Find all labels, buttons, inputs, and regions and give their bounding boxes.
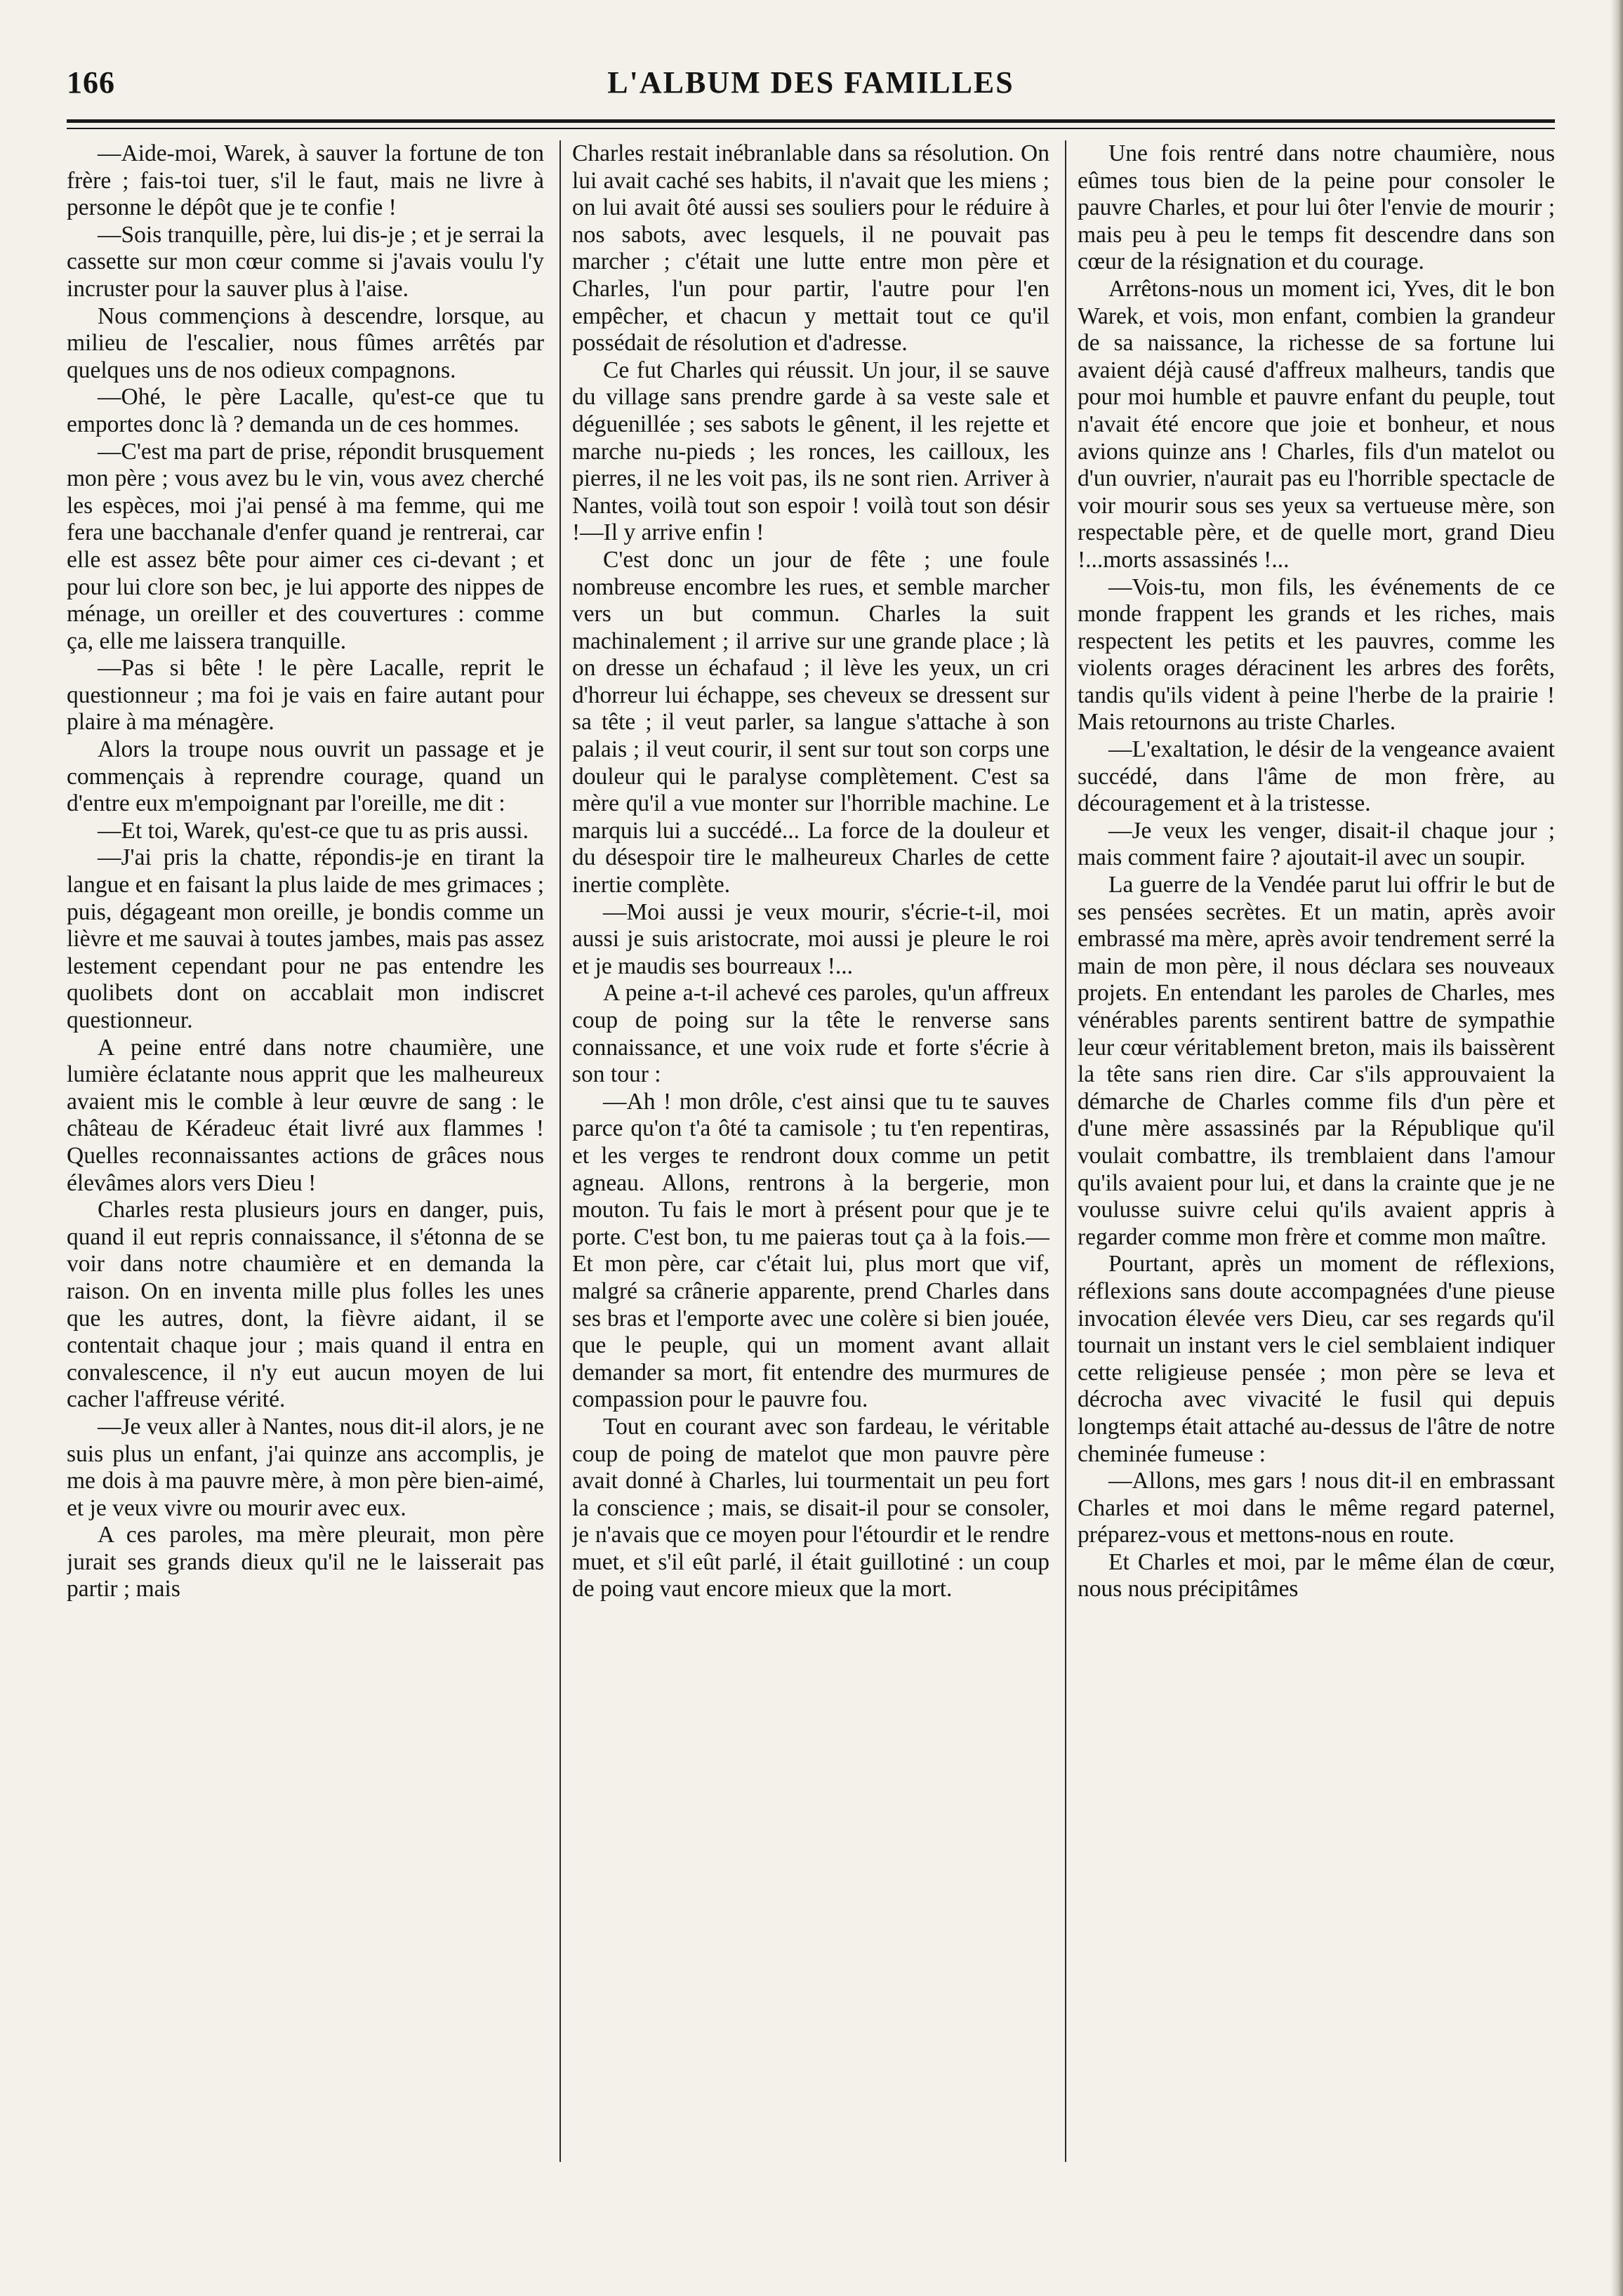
paragraph: Et Charles et moi, par le même élan de cœur, nous nous précipitâmes [1078, 1548, 1555, 1602]
paragraph: —Moi aussi je veux mourir, s'écrie-t-il, moi aussi je suis aristocrate, moi aussi je pleure le roi et je maudis ses bourreaux !... [572, 898, 1049, 979]
text-columns [67, 140, 1555, 2169]
paragraph: Une fois rentré dans notre chaumière, nous eûmes tous bien de la peine pour consoler le pauvre Charles, et pour lui ôter l'envie de mourir ; mais peu à peu le temps fit descendre dans son cœur de la résignation et du courage. [1078, 140, 1555, 275]
paragraph: —Ah ! mon drôle, c'est ainsi que tu te sauves parce qu'on t'a ôté ta camisole ; tu t'en repentiras, et les verges te rendront doux comme un petit agneau. Allons, rentrons à la bergerie, mon mouton. Tu fais le mort à présent pour que je te porte. C'est bon, tu me paieras tout ça à la fois.—Et mon père, car c'était lui, plus mort que vif, malgré sa crânerie apparente, prend Charles dans ses bras et l'emporte avec une colère si bien jouée, que le peuple, qui un moment avant allait demander sa mort, fit entendre des murmures de compassion pour le pauvre fou. [572, 1088, 1049, 1413]
paragraph: —Je veux aller à Nantes, nous dit-il alors, je ne suis plus un enfant, j'ai quinze ans accomplis, je me dois à ma pauvre mère, à mon père bien-aimé, et je veux vivre ou mourir avec eux. [67, 1413, 544, 1521]
column-divider [1065, 140, 1066, 2162]
paragraph: Tout en courant avec son fardeau, le véritable coup de poing de matelot que mon pauvre père avait donné à Charles, lui tourmentait un peu fort la conscience ; mais, se disait-il pour se consoler, je n'avais que ce moyen pour l'étourdir et le rendre muet, et s'il eût parlé, il était guillotiné : un coup de poing vaut encore mieux que la mort. [572, 1413, 1049, 1602]
column-1 [67, 140, 544, 2169]
header-rule-thick [67, 119, 1555, 123]
paragraph: C'est donc un jour de fête ; une foule nombreuse encombre les rues, et semble marcher vers un but commun. Charles la suit machinalement ; il arrive sur une grande place ; là on dresse un échafaud ; il lève les yeux, un cri d'horreur lui échappe, ses cheveux se dressent sur sa tête ; il veut parler, sa langue s'attache à son palais ; il veut courir, il sent sur tout son corps une douleur qui le paralyse complètement. C'est sa mère qu'il a vue monter sur l'horrible machine. Le marquis lui a succédé... La force de la douleur et du désespoir tire le malheureux Charles de cette inertie complète. [572, 546, 1049, 898]
paragraph: A ces paroles, ma mère pleurait, mon père jurait ses grands dieux qu'il ne le laisserait pas partir ; mais [67, 1522, 544, 1602]
paragraph: —Je veux les venger, disait-il chaque jour ; mais comment faire ? ajoutait-il avec un soupir. [1078, 817, 1555, 871]
scan-edge [1610, 0, 1623, 2296]
column-2 [572, 140, 1049, 2169]
paragraph: —Allons, mes gars ! nous dit-il en embrassant Charles et moi dans le même regard paternel, préparez-vous et mettons-nous en route. [1078, 1468, 1555, 1548]
paragraph: —C'est ma part de prise, répondit brusquement mon père ; vous avez bu le vin, vous avez cherché les espèces, moi j'ai pensé à ma femme, qui me fera une bacchanale d'enfer quand je rentrerai, car elle est assez bête pour aimer ces ci-devant ; et pour lui clore son bec, je lui apporte des nippes de ménage, un oreiller et des couvertures : comme ça, elle me laissera tranquille. [67, 438, 544, 654]
paragraph: Charles restait inébranlable dans sa résolution. On lui avait caché ses habits, il n'avait que les miens ; on lui avait ôté aussi ses souliers pour le réduire à nos sabots, avec lesquels, il ne pouvait pas marcher ; c'était une lutte entre mon père et Charles, l'un pour partir, l'autre pour l'en empêcher, et chacun y mettait tout ce qu'il possédait de résolution et d'adresse. [572, 140, 1049, 357]
paragraph: Nous commençions à descendre, lorsque, au milieu de l'escalier, nous fûmes arrêtés par quelques uns de nos odieux compagnons. [67, 303, 544, 383]
page-number: 166 [67, 65, 115, 100]
paragraph: —L'exaltation, le désir de la vengeance avaient succédé, dans l'âme de mon frère, au découragement et à la tristesse. [1078, 736, 1555, 817]
running-title: L'ALBUM DES FAMILLES [607, 65, 1014, 100]
paragraph: —Ohé, le père Lacalle, qu'est-ce que tu emportes donc là ? demanda un de ces hommes. [67, 384, 544, 437]
paragraph: Alors la troupe nous ouvrit un passage et je commençais à reprendre courage, quand un d'entre eux m'empoignant par l'oreille, me dit : [67, 736, 544, 817]
paragraph: Pourtant, après un moment de réflexions, réflexions sans doute accompagnées d'une pieuse invocation élevée vers Dieu, car ses regards qu'il tournait un instant vers le ciel semblaient indiquer cette religieuse pensée ; mon père se leva et décrocha avec vivacité le fusil qui depuis longtemps était attaché au-dessus de l'âtre de notre cheminée fumeuse : [1078, 1251, 1555, 1467]
paragraph: —Vois-tu, mon fils, les événements de ce monde frappent les grands et les riches, mais respectent les petits et les pauvres, comme les violents orages déracinent les arbres des forêts, tandis qu'ils vident à peine l'herbe de la prairie ! Mais retournons au triste Charles. [1078, 573, 1555, 736]
paragraph: Charles resta plusieurs jours en danger, puis, quand il eut repris connaissance, il s'étonna de se voir dans notre chaumière et en demanda la raison. On en inventa mille plus folles les unes que les autres, dont, la fièvre aidant, il se contentait chaque jour ; mais quand il entra en convalescence, il n'y eut aucun moyen de lui cacher l'affreuse vérité. [67, 1197, 544, 1413]
page-header [67, 65, 1555, 114]
paragraph: —Sois tranquille, père, lui dis-je ; et je serrai la cassette sur mon cœur comme si j'avais voulu l'y incruster pour la sauver plus à l'aise. [67, 221, 544, 302]
paragraph: Ce fut Charles qui réussit. Un jour, il se sauve du village sans prendre garde à sa veste sale et déguenillée ; ses sabots le gênent, il les rejette et marche nu-pieds ; les ronces, les cailloux, les pierres, il ne les voit pas, ils ne sont rien. Arriver à Nantes, voilà tout son espoir ! voilà tout son désir !—Il y arrive enfin ! [572, 357, 1049, 546]
paragraph: —Et toi, Warek, qu'est-ce que tu as pris aussi. [98, 817, 529, 844]
column-divider [559, 140, 561, 2162]
column-3 [1078, 140, 1555, 2169]
paragraph: —J'ai pris la chatte, répondis-je en tirant la langue et en faisant la plus laide de mes grimaces ; puis, dégageant mon oreille, je bondis comme un lièvre et me sauvai à toutes jambes, mais pas assez lestement cependant pour ne pas entendre les quolibets dont on accablait mon indiscret questionneur. [67, 844, 544, 1033]
paragraph: Arrêtons-nous un moment ici, Yves, dit le bon Warek, et vois, mon enfant, combien la grandeur de sa naissance, la richesse de sa fortune lui avaient déjà causé d'affreux malheurs, tandis que pour moi humble et pauvre enfant du peuple, tout n'avait été encore que joie et bonheur, et nous avions quinze ans ! Charles, fils d'un matelot ou d'un ouvrier, n'aurait pas eu l'horrible spectacle de voir mourir sous ses yeux sa vertueuse mère, son respectable père, et de quelle mort, grand Dieu !...morts assassinés !... [1078, 275, 1555, 573]
paragraph: A peine entré dans notre chaumière, une lumière éclatante nous apprit que les malheureux avaient mis le comble à leur œuvre de sang : le château de Kéradeuc était livré aux flammes ! Quelles reconnaissantes actions de grâces nous élevâmes alors vers Dieu ! [67, 1034, 544, 1196]
paragraph: A peine a-t-il achevé ces paroles, qu'un affreux coup de poing sur la tête le renverse sans connaissance, et une voix rude et forte s'écrie à son tour : [572, 980, 1049, 1088]
paragraph: —Pas si bête ! le père Lacalle, reprit le questionneur ; ma foi je vais en faire autant pour plaire à ma ménagère. [67, 655, 544, 736]
paragraph: —Aide-moi, Warek, à sauver la fortune de ton frère ; fais-toi tuer, s'il le faut, mais ne livre à personne le dépôt que je te confie ! [67, 140, 544, 221]
paragraph: La guerre de la Vendée parut lui offrir le but de ses pensées secrètes. Et un matin, après avoir embrassé ma mère, après avoir tendrement serré la main de mon père, il nous déclara ses nouveaux projets. En entendant les paroles de Charles, mes vénérables parents sentirent battre de sympathie leur cœur véritablement breton, mais ils baissèrent la tête sans rien dire. Car s'ils approuvaient la démarche de Charles comme fils d'un père et d'une mère assassinés par la République qu'il voulait combattre, ils tremblaient dans l'amour qu'ils avaient pour lui, et dans la crainte que je ne voulusse suivre celui qu'ils avaient appris à regarder comme mon frère et comme mon maître. [1078, 872, 1555, 1250]
header-rule-thin [67, 128, 1555, 129]
